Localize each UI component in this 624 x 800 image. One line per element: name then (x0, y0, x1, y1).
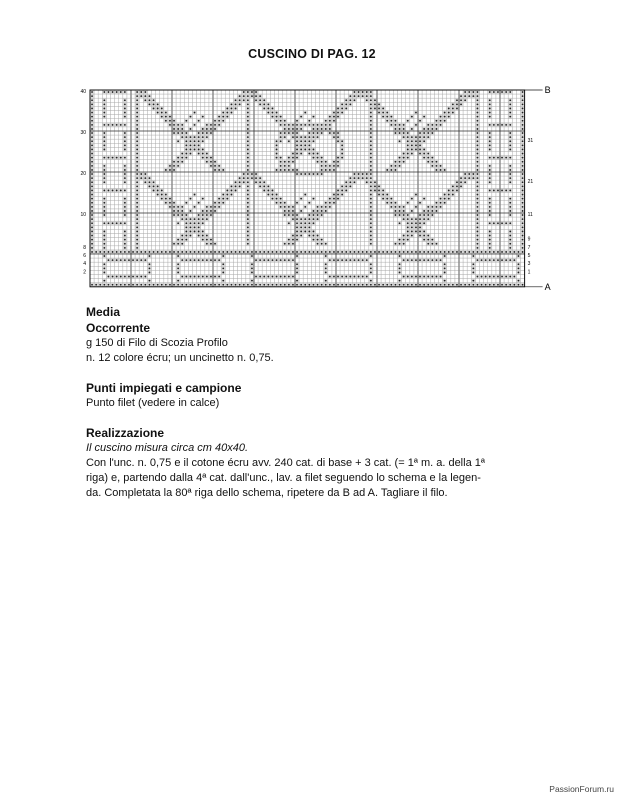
making-line-3: da. Completata la 80ª riga dello schema, ripetere da B ad A. Tagliare il filo. (86, 487, 448, 499)
size-heading: Media (86, 305, 121, 319)
filet-grid (70, 84, 550, 294)
making-line-2: riga) e, partendo dalla 4ª cat. dall'unc., lav. a filet seguendo lo schema e la legen- (86, 472, 481, 484)
stitches-text: Punto filet (vedere in calce) (86, 397, 220, 409)
filet-chart (70, 84, 550, 294)
right-row-label: 3 (527, 261, 531, 268)
left-row-label: 4 (83, 261, 86, 268)
watermark: PassionForum.ru (549, 784, 614, 794)
materials-heading: Occorrente (86, 321, 151, 335)
materials-line-2: n. 12 colore écru; un uncinetto n. 0,75. (86, 352, 274, 364)
left-row-label: 8 (83, 244, 86, 251)
stitches-heading: Punti impiegati e campione (86, 381, 242, 395)
marker-b: B (544, 85, 551, 95)
marker-a: A (544, 281, 551, 292)
left-row-label: 10 (80, 212, 86, 218)
right-row-label: 5 (527, 253, 531, 259)
materials-line-1: g 150 di Filo di Scozia Profilo (86, 337, 228, 349)
right-row-label: 21 (527, 179, 534, 186)
right-row-label: 1 (527, 269, 531, 276)
page-title: CUSCINO DI PAG. 12 (248, 47, 376, 61)
right-row-label: 31 (527, 138, 534, 145)
left-row-label: 40 (80, 89, 86, 95)
right-row-label: 7 (527, 244, 531, 251)
making-line-1: Con l'unc. n. 0,75 e il cotone écru avv. 240 cat. di base + 3 cat. (= 1ª m. a. della 1ª (86, 457, 485, 469)
making-size: Il cuscino misura circa cm 40x40. (86, 442, 248, 454)
right-row-label: 11 (527, 212, 533, 218)
left-row-label: 2 (83, 269, 86, 276)
instructions (86, 304, 526, 515)
right-row-label: 9 (527, 236, 531, 243)
left-row-label: 20 (80, 171, 86, 177)
left-row-label: 6 (83, 253, 86, 259)
making-heading: Realizzazione (86, 426, 165, 440)
left-row-label: 30 (80, 130, 86, 136)
